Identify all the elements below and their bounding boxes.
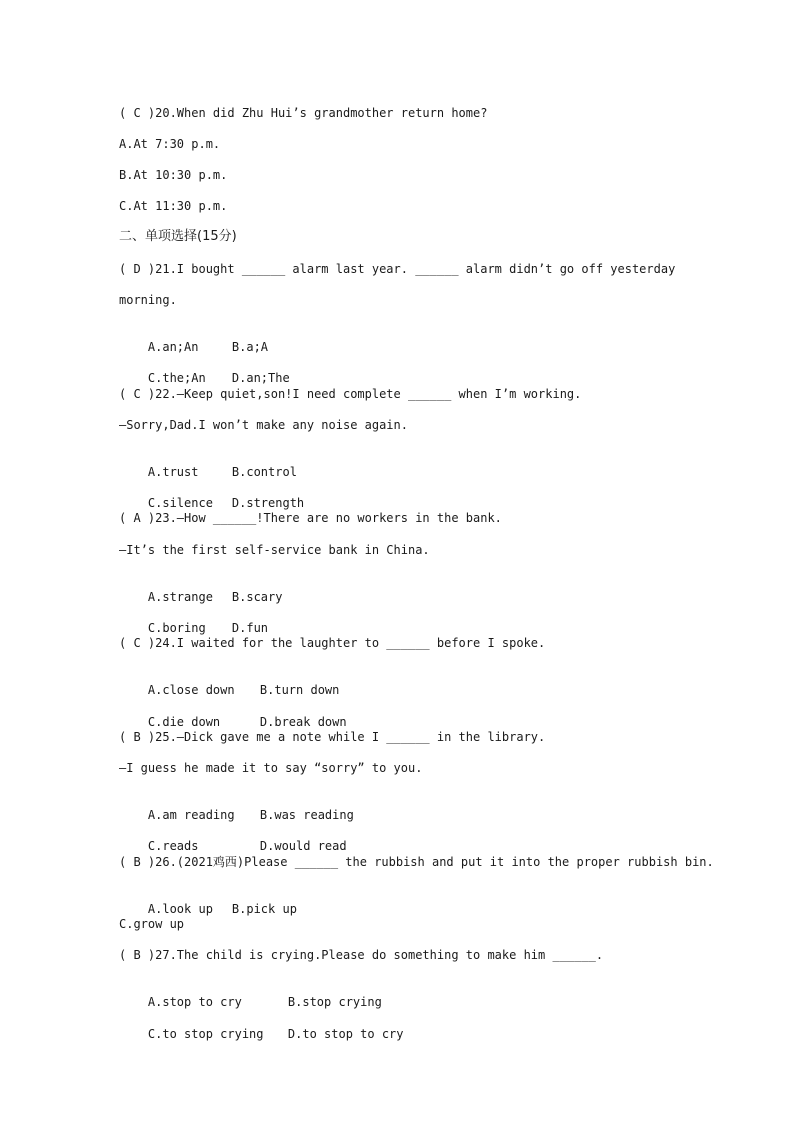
question-20: ( C )20.When did Zhu Hui’s grandmother return home?	[119, 106, 488, 120]
q21-option-a: A.an;An	[147, 340, 199, 354]
q20-option-a: A.At 7:30 p.m.	[119, 137, 221, 151]
q24-option-c: C.die down	[147, 715, 221, 729]
q22-option-a: A.trust	[147, 465, 199, 479]
q22-option-d: D.strength	[231, 496, 305, 510]
q25-option-a: A.am reading	[147, 808, 235, 822]
section-heading: 二、单项选择(15分)	[119, 229, 237, 244]
q20-option-b: B.At 10:30 p.m.	[119, 168, 228, 182]
q23-option-a: A.strange	[147, 590, 213, 604]
question-26: ( B )26.(2021鸡西)Please ______ the rubbish and put it into the proper rubbish bin.	[119, 855, 714, 869]
question-25-reply: —I guess he made it to say “sorry” to you.	[119, 761, 423, 775]
q23-option-b: B.scary	[231, 590, 283, 604]
question-21: ( D )21.I bought ______ alarm last year. ______ alarm didn’t go off yesterday	[119, 262, 676, 276]
q26-option-b: B.pick up	[231, 902, 297, 916]
q22-option-c: C.silence	[147, 496, 213, 510]
q21-option-b: B.a;A	[231, 340, 269, 354]
q25-option-c: C.reads	[147, 839, 199, 853]
q26-option-c: C.grow up	[119, 917, 185, 931]
q26-option-a: A.look up	[147, 902, 213, 916]
question-24: ( C )24.I waited for the laughter to ______ before I spoke.	[119, 636, 546, 650]
q24-option-d: D.break down	[259, 715, 347, 729]
question-21-continued: morning.	[119, 293, 177, 307]
question-27: ( B )27.The child is crying.Please do something to make him ______.	[119, 948, 604, 962]
question-23: ( A )23.—How ______!There are no workers in the bank.	[119, 511, 502, 525]
q27-options-row-2	[119, 1010, 404, 1058]
q27-option-b: B.stop crying	[287, 995, 382, 1009]
q24-option-a: A.close down	[147, 683, 235, 697]
q27-option-d: D.to stop to cry	[287, 1027, 404, 1041]
question-22: ( C )22.—Keep quiet,son!I need complete ______ when I’m working.	[119, 387, 582, 401]
q27-option-c: C.to stop crying	[147, 1027, 264, 1041]
q25-option-b: B.was reading	[259, 808, 354, 822]
question-22-reply: —Sorry,Dad.I won’t make any noise again.	[119, 418, 408, 432]
q22-option-b: B.control	[231, 465, 297, 479]
q21-option-c: C.the;An	[147, 371, 206, 385]
question-23-reply: —It’s the first self-service bank in China.	[119, 543, 430, 557]
q24-option-b: B.turn down	[259, 683, 340, 697]
q27-option-a: A.stop to cry	[147, 995, 242, 1009]
q25-option-d: D.would read	[259, 839, 347, 853]
q20-option-c: C.At 11:30 p.m.	[119, 199, 228, 213]
question-25: ( B )25.—Dick gave me a note while I ______ in the library.	[119, 730, 546, 744]
q23-option-d: D.fun	[231, 621, 269, 635]
q21-option-d: D.an;The	[231, 371, 290, 385]
q23-option-c: C.boring	[147, 621, 206, 635]
